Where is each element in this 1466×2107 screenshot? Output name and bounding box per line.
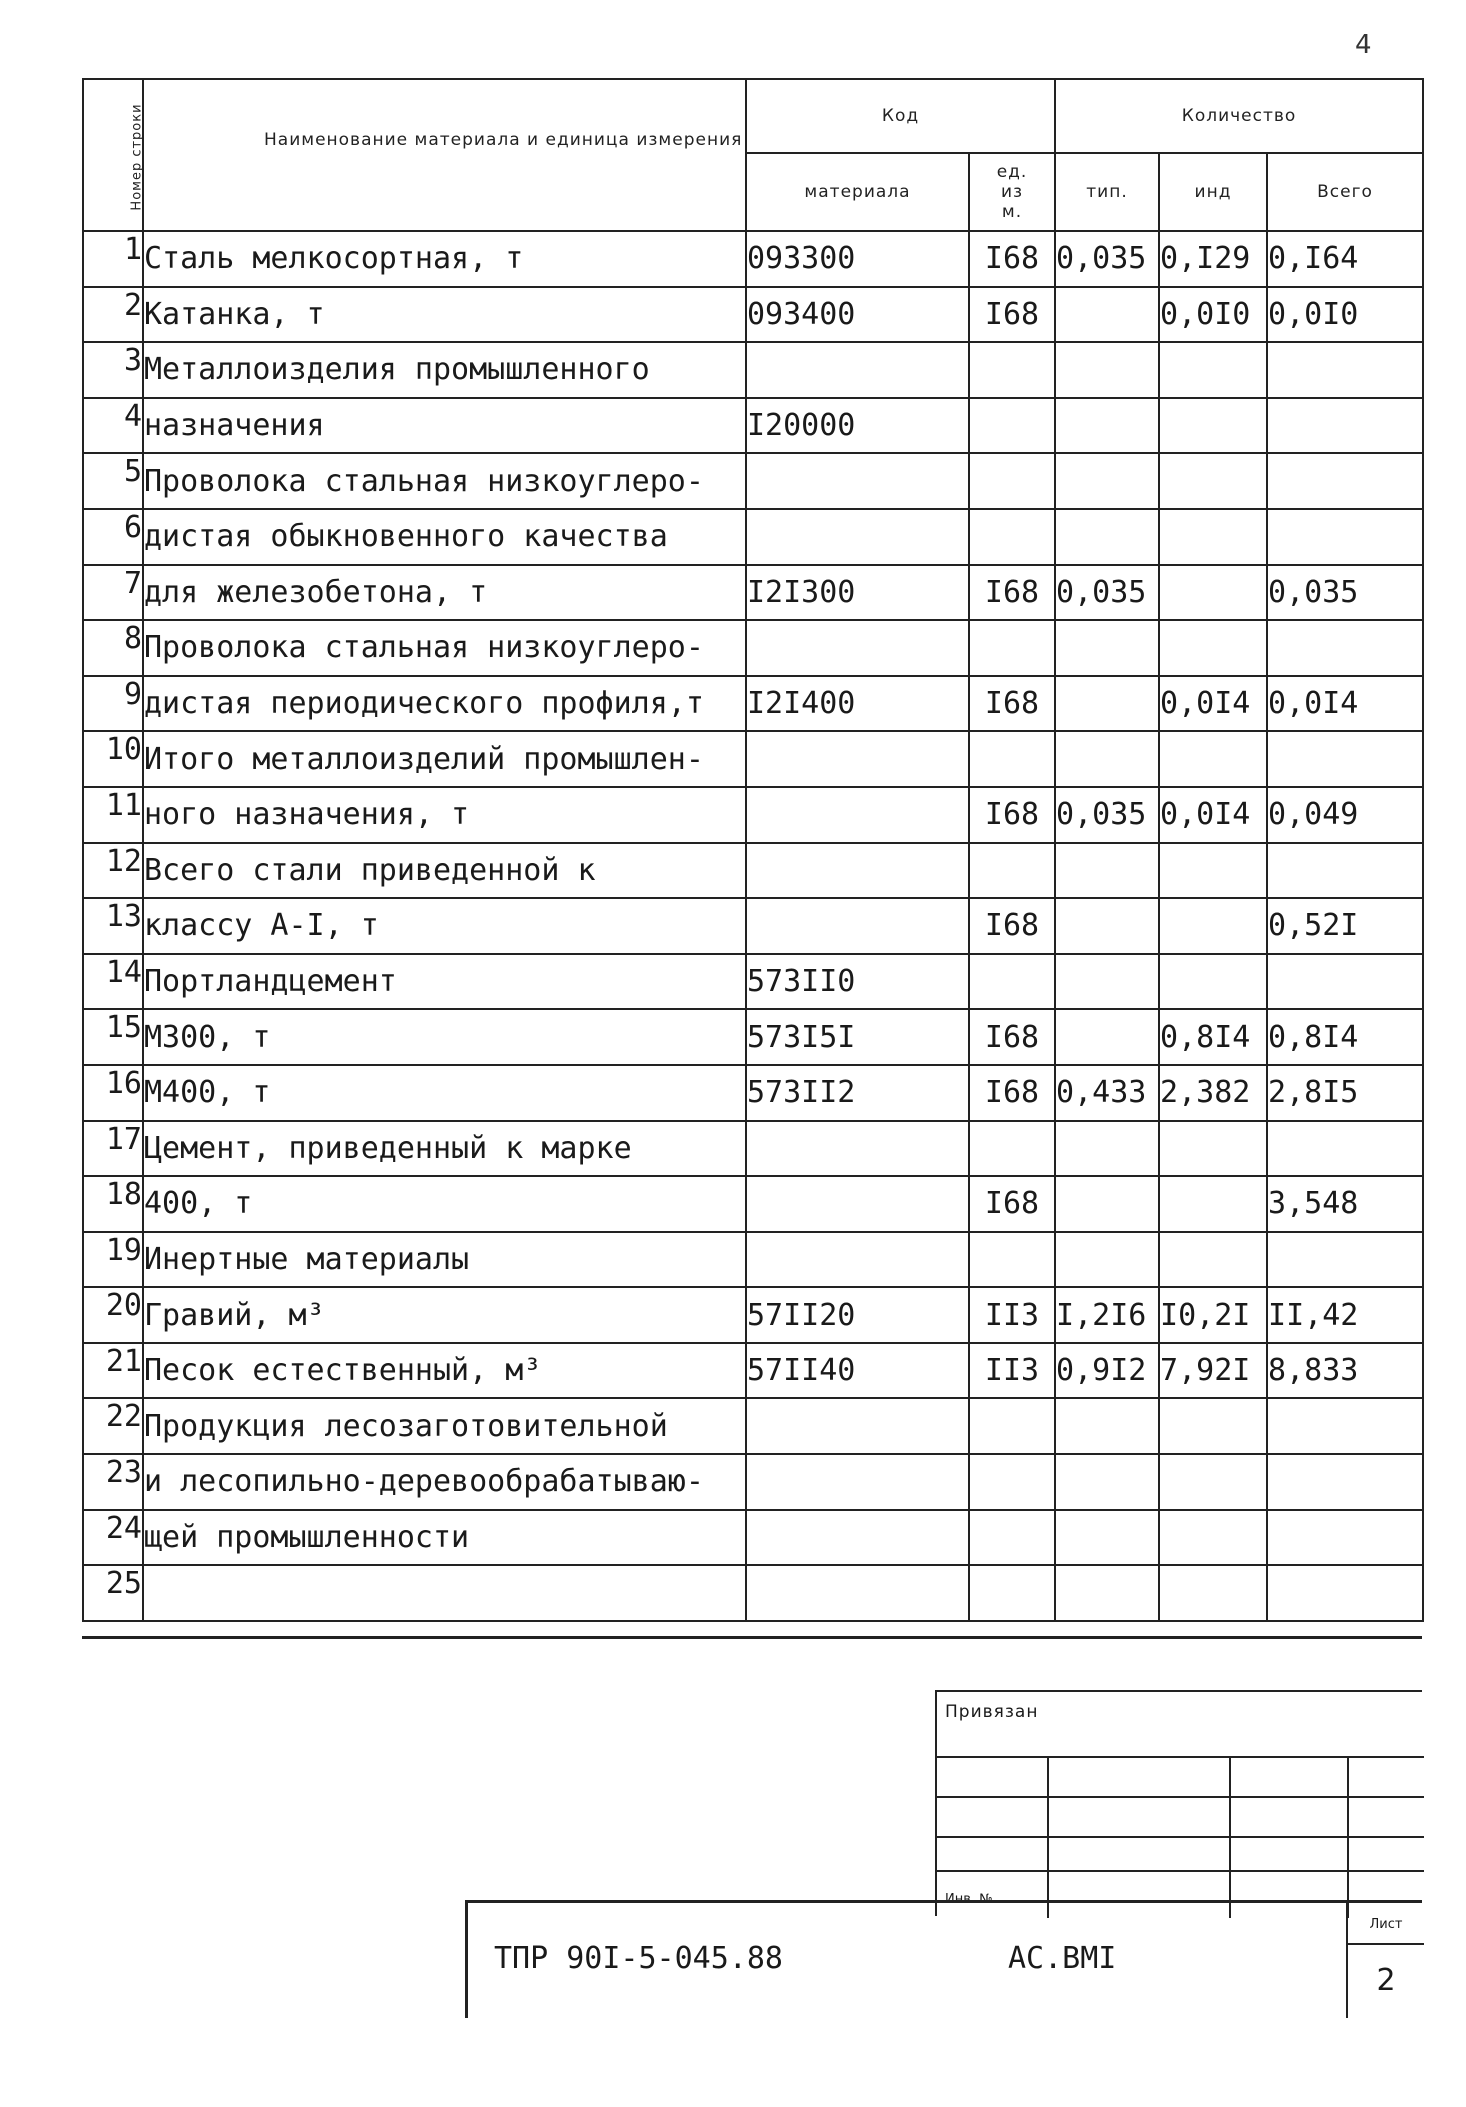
cell-n: 2 [83, 287, 143, 343]
cell-unit [969, 1232, 1055, 1288]
table-row [83, 1398, 1423, 1454]
table-row [83, 898, 1423, 954]
table-row [83, 342, 1423, 398]
cell-name: М300, т [143, 1009, 746, 1065]
cell-ind [1159, 620, 1267, 676]
cell-code [746, 731, 969, 787]
cell-total [1267, 1510, 1423, 1566]
cell-tip [1055, 1454, 1159, 1510]
cell-unit: II3 [969, 1287, 1055, 1343]
cell-n: 10 [83, 731, 143, 787]
header-row-number: Номер строки [83, 79, 143, 231]
cell-total [1267, 1454, 1423, 1510]
cell-ind: 7,92I [1159, 1343, 1267, 1399]
table-row [83, 676, 1423, 732]
cell-n: 4 [83, 398, 143, 454]
cell-total [1267, 731, 1423, 787]
cell-total [1267, 954, 1423, 1010]
cell-name: назначения [143, 398, 746, 454]
cell-tip [1055, 731, 1159, 787]
cell-code [746, 342, 969, 398]
cell-code [746, 1121, 969, 1177]
cell-tip [1055, 1176, 1159, 1232]
binding-stamp [935, 1690, 1422, 1916]
cell-tip: 0,433 [1055, 1065, 1159, 1121]
table-row [83, 731, 1423, 787]
cell-name: Инертные материалы [143, 1232, 746, 1288]
stamp-line [1229, 1756, 1231, 1918]
cell-n: 1 [83, 231, 143, 287]
table-row [83, 509, 1423, 565]
cell-tip [1055, 1398, 1159, 1454]
cell-n: 24 [83, 1510, 143, 1566]
cell-code [746, 453, 969, 509]
cell-code [746, 843, 969, 899]
cell-unit [969, 1121, 1055, 1177]
cell-total [1267, 620, 1423, 676]
cell-name: Металлоизделия промышленного [143, 342, 746, 398]
document-code: ТПР 90I-5-045.88 [494, 1941, 783, 1976]
sheet-separator [1348, 1943, 1424, 1945]
table-bottom-line [82, 1636, 1422, 1639]
cell-tip [1055, 1121, 1159, 1177]
cell-unit [969, 843, 1055, 899]
cell-n: 5 [83, 453, 143, 509]
materials-table [82, 78, 1424, 1622]
cell-unit: I68 [969, 787, 1055, 843]
cell-ind [1159, 453, 1267, 509]
cell-name: Катанка, т [143, 287, 746, 343]
cell-code: 573II2 [746, 1065, 969, 1121]
cell-unit: I68 [969, 565, 1055, 621]
cell-ind: 0,8I4 [1159, 1009, 1267, 1065]
cell-unit: I68 [969, 1065, 1055, 1121]
cell-name: дистая периодического профиля,т [143, 676, 746, 732]
cell-unit [969, 954, 1055, 1010]
cell-name: М400, т [143, 1065, 746, 1121]
cell-total: 3,548 [1267, 1176, 1423, 1232]
cell-code [746, 620, 969, 676]
table-row [83, 1176, 1423, 1232]
cell-code [746, 1398, 969, 1454]
cell-ind [1159, 509, 1267, 565]
cell-n: 11 [83, 787, 143, 843]
table-row [83, 1454, 1423, 1510]
cell-n: 8 [83, 620, 143, 676]
cell-code: I20000 [746, 398, 969, 454]
cell-tip: I,2I6 [1055, 1287, 1159, 1343]
cell-name: для железобетона, т [143, 565, 746, 621]
cell-code [746, 1565, 969, 1621]
cell-code: 573I5I [746, 1009, 969, 1065]
cell-unit [969, 509, 1055, 565]
cell-n: 23 [83, 1454, 143, 1510]
cell-n: 12 [83, 843, 143, 899]
cell-ind [1159, 843, 1267, 899]
document-mark: АС.ВМI [1008, 1941, 1117, 1976]
cell-total [1267, 342, 1423, 398]
cell-name: Гравий, м³ [143, 1287, 746, 1343]
cell-unit [969, 1398, 1055, 1454]
cell-name: 400, т [143, 1176, 746, 1232]
cell-code [746, 898, 969, 954]
cell-unit [969, 620, 1055, 676]
cell-n: 15 [83, 1009, 143, 1065]
cell-unit [969, 1565, 1055, 1621]
table-row [83, 1009, 1423, 1065]
cell-ind: 0,I29 [1159, 231, 1267, 287]
cell-tip [1055, 620, 1159, 676]
stamp-line [937, 1836, 1424, 1838]
cell-code [746, 1176, 969, 1232]
binding-stamp-title: Привязан [945, 1702, 1039, 1722]
cell-total: 0,I64 [1267, 231, 1423, 287]
sheet-number: 2 [1376, 1963, 1396, 1998]
cell-total: 0,035 [1267, 565, 1423, 621]
table-row [83, 1343, 1423, 1399]
cell-name: Песок естественный, м³ [143, 1343, 746, 1399]
cell-total: 0,0I4 [1267, 676, 1423, 732]
cell-n: 17 [83, 1121, 143, 1177]
cell-ind [1159, 954, 1267, 1010]
cell-tip [1055, 1232, 1159, 1288]
cell-name: Сталь мелкосортная, т [143, 231, 746, 287]
cell-ind [1159, 1454, 1267, 1510]
cell-unit: I68 [969, 1176, 1055, 1232]
cell-name: ного назначения, т [143, 787, 746, 843]
cell-code: I2I300 [746, 565, 969, 621]
cell-tip: 0,035 [1055, 565, 1159, 621]
cell-tip [1055, 843, 1159, 899]
cell-unit [969, 398, 1055, 454]
sheet-box [1346, 1903, 1422, 2018]
cell-ind: 2,382 [1159, 1065, 1267, 1121]
cell-code [746, 509, 969, 565]
cell-n: 18 [83, 1176, 143, 1232]
header-quantity: Количество [1055, 79, 1423, 153]
cell-ind [1159, 1510, 1267, 1566]
cell-unit: I68 [969, 287, 1055, 343]
cell-total [1267, 453, 1423, 509]
sheet-label: Лист [1369, 1917, 1403, 1932]
cell-unit [969, 453, 1055, 509]
cell-name: и лесопильно-деревообрабатываю- [143, 1454, 746, 1510]
cell-n: 20 [83, 1287, 143, 1343]
cell-name: щей промышленности [143, 1510, 746, 1566]
cell-code [746, 1510, 969, 1566]
cell-tip [1055, 954, 1159, 1010]
cell-n: 13 [83, 898, 143, 954]
title-block [465, 1900, 1422, 2018]
cell-code: I2I400 [746, 676, 969, 732]
table-row [83, 1121, 1423, 1177]
stamp-line [937, 1796, 1424, 1798]
cell-unit [969, 731, 1055, 787]
table-row [83, 1510, 1423, 1566]
table-row [83, 231, 1423, 287]
table-row [83, 1287, 1423, 1343]
cell-name: Всего стали приведенной к [143, 843, 746, 899]
cell-ind [1159, 1176, 1267, 1232]
cell-n: 9 [83, 676, 143, 732]
header-qty-individual: инд [1159, 153, 1267, 231]
cell-total: 2,8I5 [1267, 1065, 1423, 1121]
stamp-line [1047, 1756, 1049, 1918]
table-row [83, 453, 1423, 509]
cell-code: 57II20 [746, 1287, 969, 1343]
cell-name [143, 1565, 746, 1621]
cell-total: II,42 [1267, 1287, 1423, 1343]
table-row [83, 565, 1423, 621]
cell-n: 19 [83, 1232, 143, 1288]
cell-ind: I0,2I [1159, 1287, 1267, 1343]
cell-name: дистая обыкновенного качества [143, 509, 746, 565]
cell-unit: I68 [969, 1009, 1055, 1065]
cell-total [1267, 843, 1423, 899]
cell-name: Продукция лесозаготовительной [143, 1398, 746, 1454]
stamp-line [1347, 1756, 1349, 1918]
cell-n: 14 [83, 954, 143, 1010]
cell-tip [1055, 1510, 1159, 1566]
cell-n: 7 [83, 565, 143, 621]
inventory-label: Инв. № [945, 1892, 993, 1907]
cell-ind [1159, 1398, 1267, 1454]
header-code: Код [746, 79, 1055, 153]
cell-tip: 0,9I2 [1055, 1343, 1159, 1399]
stamp-line [937, 1870, 1424, 1872]
cell-unit: II3 [969, 1343, 1055, 1399]
header-code-unit: ед. из м. [969, 153, 1055, 231]
cell-tip [1055, 509, 1159, 565]
cell-total [1267, 509, 1423, 565]
cell-n: 3 [83, 342, 143, 398]
cell-tip [1055, 676, 1159, 732]
cell-ind [1159, 342, 1267, 398]
cell-ind: 0,0I4 [1159, 787, 1267, 843]
cell-name: Итого металлоизделий промышлен- [143, 731, 746, 787]
table-row [83, 1232, 1423, 1288]
cell-tip [1055, 1565, 1159, 1621]
cell-tip: 0,035 [1055, 787, 1159, 843]
cell-code: 57II40 [746, 1343, 969, 1399]
corner-mark: 4 [1355, 30, 1372, 60]
cell-ind [1159, 565, 1267, 621]
cell-code [746, 1232, 969, 1288]
cell-code [746, 787, 969, 843]
cell-n: 6 [83, 509, 143, 565]
cell-n: 22 [83, 1398, 143, 1454]
cell-ind: 0,0I0 [1159, 287, 1267, 343]
cell-tip [1055, 898, 1159, 954]
cell-tip [1055, 287, 1159, 343]
cell-code: 093400 [746, 287, 969, 343]
table-row [83, 954, 1423, 1010]
cell-tip [1055, 342, 1159, 398]
stamp-line [937, 1756, 1424, 1758]
cell-unit [969, 342, 1055, 398]
cell-ind [1159, 1121, 1267, 1177]
cell-unit: I68 [969, 676, 1055, 732]
cell-code [746, 1454, 969, 1510]
cell-total: 0,52I [1267, 898, 1423, 954]
cell-tip: 0,035 [1055, 231, 1159, 287]
cell-total: 8,833 [1267, 1343, 1423, 1399]
header-code-material: материала [746, 153, 969, 231]
cell-total [1267, 1565, 1423, 1621]
cell-unit [969, 1454, 1055, 1510]
cell-tip [1055, 398, 1159, 454]
cell-name: Проволока стальная низкоуглеро- [143, 453, 746, 509]
header-qty-total: Всего [1267, 153, 1423, 231]
table-row [83, 398, 1423, 454]
cell-ind: 0,0I4 [1159, 676, 1267, 732]
cell-total [1267, 1232, 1423, 1288]
table-row [83, 620, 1423, 676]
cell-code: 093300 [746, 231, 969, 287]
cell-ind [1159, 1565, 1267, 1621]
cell-name: классу А-I, т [143, 898, 746, 954]
cell-total [1267, 1398, 1423, 1454]
cell-n: 16 [83, 1065, 143, 1121]
cell-n: 25 [83, 1565, 143, 1621]
cell-n: 21 [83, 1343, 143, 1399]
cell-name: Цемент, приведенный к марке [143, 1121, 746, 1177]
cell-unit [969, 1510, 1055, 1566]
cell-name: Проволока стальная низкоуглеро- [143, 620, 746, 676]
cell-tip [1055, 453, 1159, 509]
table-row [83, 843, 1423, 899]
table-row [83, 1565, 1423, 1621]
cell-code: 573II0 [746, 954, 969, 1010]
cell-ind [1159, 731, 1267, 787]
cell-ind [1159, 398, 1267, 454]
cell-unit: I68 [969, 898, 1055, 954]
table-row [83, 1065, 1423, 1121]
table-row [83, 787, 1423, 843]
cell-tip [1055, 1009, 1159, 1065]
cell-ind [1159, 1232, 1267, 1288]
cell-name: Портландцемент [143, 954, 746, 1010]
cell-total: 0,8I4 [1267, 1009, 1423, 1065]
cell-total [1267, 1121, 1423, 1177]
cell-unit: I68 [969, 231, 1055, 287]
table-row [83, 287, 1423, 343]
header-material-name: Наименование материала и единица измерения [143, 79, 746, 231]
cell-total: 0,0I0 [1267, 287, 1423, 343]
cell-ind [1159, 898, 1267, 954]
cell-total: 0,049 [1267, 787, 1423, 843]
header-qty-typical: тип. [1055, 153, 1159, 231]
cell-total [1267, 398, 1423, 454]
